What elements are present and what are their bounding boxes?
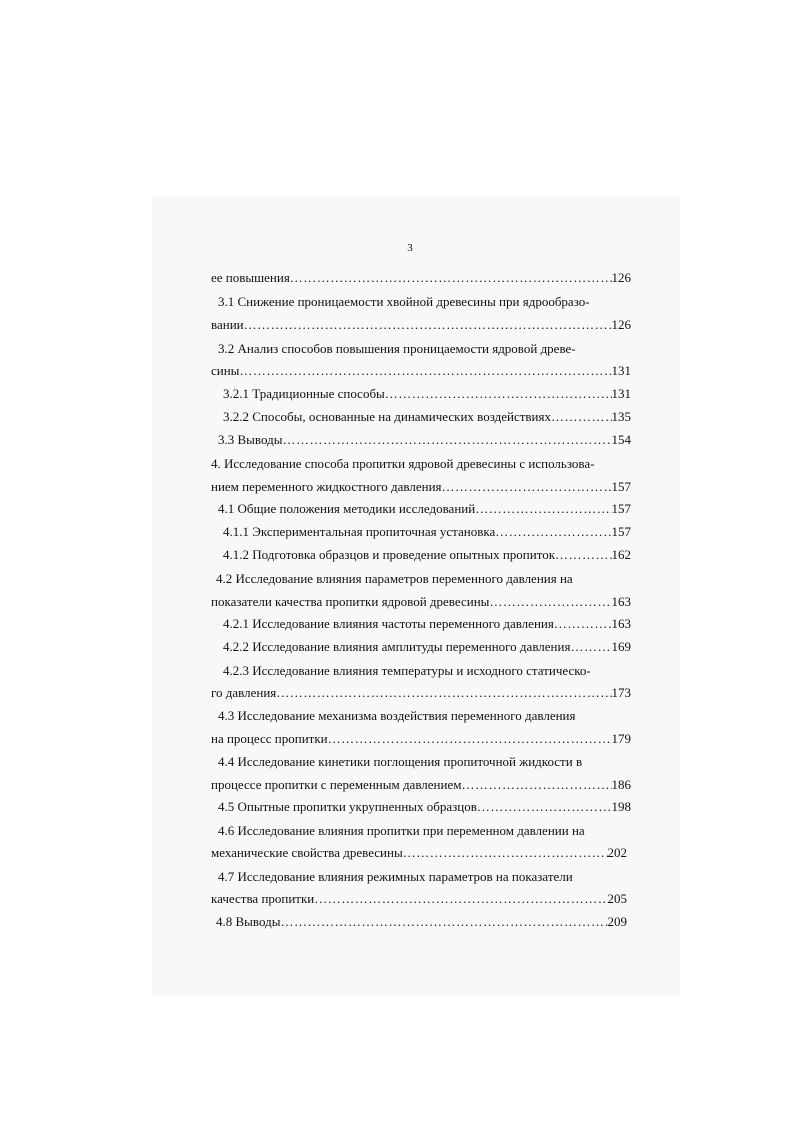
toc-entry-title: 4.1.2 Подготовка образцов и проведение опытных пропиток [223,547,556,562]
toc-entry-title: показатели качества пропитки ядровой древесины [211,594,490,609]
toc-entry [211,268,631,288]
toc-entry [223,522,631,542]
page-number: 3 [407,242,413,254]
toc-entry [223,637,631,657]
toc-entry [216,912,627,932]
toc-entry-page: 157 [611,524,631,539]
toc-entry-title: 4.2 Исследование влияния параметров переменного давления на [216,571,573,586]
toc-entry-page: 163 [611,616,631,631]
toc-entry [211,315,631,335]
toc-entry-title: сины [211,363,240,378]
toc-entry-page: 131 [611,386,631,401]
toc-entry-title: вании [211,317,244,332]
toc-entry-title: 4. Исследование способа пропитки ядровой древесины с использова- [211,456,595,471]
toc-entry-title: 3.2.1 Традиционные способы [223,386,385,401]
toc-entry [218,797,631,817]
toc-entry [211,729,631,749]
toc-entry-title: механические свойства древесины [211,845,403,860]
toc-entry-title: ее повышения [211,270,290,285]
toc-entry-title: 4.3 Исследование механизма воздействия переменного давления [218,708,576,723]
toc-entry [218,430,631,450]
toc-entry-page: 163 [611,594,631,609]
toc-entry-page: 162 [611,547,631,562]
toc-entry-page: 198 [611,799,631,814]
toc-entry-page: 157 [611,479,631,494]
toc-entry-title: 3.2 Анализ способов повышения проницаемости ядровой древе- [218,341,576,356]
toc-entry-title: 4.2.3 Исследование влияния температуры и исходного статическо- [223,663,591,678]
toc-entry-page: 131 [611,363,631,378]
toc-entry-page: 157 [611,501,631,516]
toc-entry-page: 126 [611,270,631,285]
toc-entry-title: качества пропитки [211,891,315,906]
toc-entry-title: 4.4 Исследование кинетики поглощения пропиточной жидкости в [218,754,583,769]
toc-entry-title: 4.2.1 Исследование влияния частоты переменного давления [223,616,554,631]
toc-entry-title: 4.6 Исследование влияния пропитки при переменном давлении на [218,823,585,838]
toc-entry [223,384,631,404]
toc-entry [218,499,631,519]
toc-entry-page: 202 [607,845,627,860]
toc-entry [211,361,631,381]
toc-entry-page: 205 [607,891,627,906]
toc-entry [211,843,627,863]
toc-entry-page: 173 [611,685,631,700]
toc-entry-title: на процесс пропитки [211,731,328,746]
toc-entry-page: 135 [611,409,631,424]
toc-entry [211,477,631,497]
toc-entry-title: 4.2.2 Исследование влияния амплитуды переменного давления [223,639,571,654]
toc-entry [211,592,631,612]
toc-entry [223,614,631,634]
toc-entry-page: 209 [607,914,627,929]
toc-entry-page: 186 [611,777,631,792]
toc-entry-title: го давления [211,685,277,700]
toc-entry [211,889,627,909]
toc-entry [211,775,631,795]
toc-entry-title: нием переменного жидкостного давления [211,479,442,494]
toc-entry-title: 4.7 Исследование влияния режимных параметров на показатели [218,869,573,884]
toc-entry [211,683,631,703]
toc-entry-title: 3.3 Выводы [218,432,283,447]
toc-entry-page: 179 [611,731,631,746]
toc-entry-page: 154 [611,432,631,447]
toc-entry-title: 3.2.2 Способы, основанные на динамических воздействиях [223,409,551,424]
toc-entry-title: 4.1 Общие положения методики исследований [218,501,476,516]
toc-entry-title: 4.8 Выводы [216,914,281,929]
toc-entry-title: 4.1.1 Экспериментальная пропиточная установка [223,524,496,539]
toc-entry-title: процессе пропитки с переменным давлением [211,777,462,792]
toc-entry-title: 3.1 Снижение проницаемости хвойной древесины при ядрообразо- [218,294,590,309]
toc-entry [223,545,631,565]
toc-entry-page: 126 [611,317,631,332]
toc-entry-title: 4.5 Опытные пропитки укрупненных образцов [218,799,477,814]
toc-entry [223,407,631,427]
toc-entry-page: 169 [611,639,631,654]
